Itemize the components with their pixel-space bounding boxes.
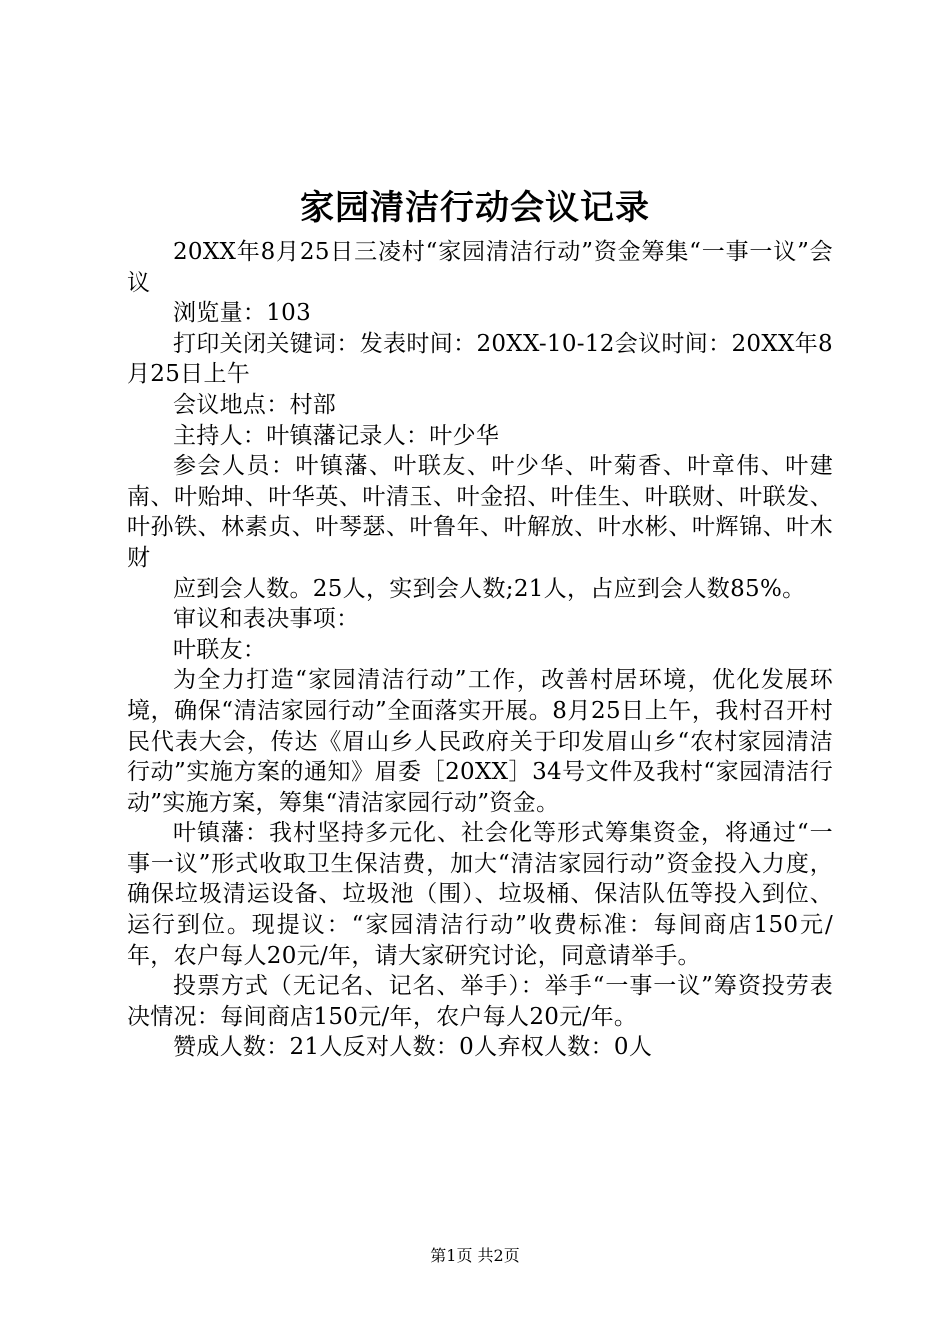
paragraph-meeting-heading: 20XX年8月25日三凌村“家园清洁行动”资金筹集“一事一议”会议 (127, 239, 833, 296)
page-footer: 第1页 共2页 (430, 1246, 520, 1265)
paragraph-view-count: 浏览量：103 (173, 300, 311, 327)
paragraph-location: 会议地点：村部 (173, 391, 337, 418)
paragraph-voting-method: 投票方式（无记名、记名、举手）：举手“一事一议”筹资投劳表决情况：每间商店150元/年，农户每人20元/年。 (127, 973, 833, 1030)
paragraph-attendees: 参会人员：叶镇藩、叶联友、叶少华、叶菊香、叶章伟、叶建南、叶贻坤、叶华英、叶清玉、叶金招、叶佳生、叶联财、叶联发、叶孙铁、林素贞、叶琴瑟、叶鲁年、叶解放、叶水彬、叶辉锦、叶木财 (127, 453, 833, 571)
document-title: 家园清洁行动会议记录 (300, 188, 650, 228)
paragraph-speech-2: 叶镇藩：我村坚持多元化、社会化等形式筹集资金，将通过“一事一议”形式收取卫生保洁费，加大“清洁家园行动”资金投入力度，确保垃圾清运设备、垃圾池（围）、垃圾桶、保洁队伍等投入到位、运行到位。现提议：“家园清洁行动”收费标准：每间商店150元/年，农户每人20元/年，请大家研究讨论，同意请举手。 (127, 820, 833, 969)
paragraph-agenda-heading: 审议和表决事项： (173, 606, 360, 633)
paragraph-attendance: 应到会人数。25人，实到会人数;21人，占应到会人数85%。 (173, 575, 806, 602)
paragraph-vote-result: 赞成人数：21人反对人数：0人弃权人数：0人 (173, 1034, 653, 1061)
document-body (127, 237, 833, 1063)
paragraph-speaker-name: 叶联友： (173, 636, 267, 663)
paragraph-speech-1: 为全力打造“家园清洁行动”工作，改善村居环境，优化发展环境，确保“清洁家园行动”全面落实开展。8月25日上午，我村召开村民代表大会，传达《眉山乡人民政府关于印发眉山乡“农村家园清洁行动”实施方案的通知》眉委［20XX］34号文件及我村“家园清洁行动”实施方案，筹集“清洁家园行动”资金。 (127, 667, 833, 816)
paragraph-meta-info: 打印关闭关键词：发表时间：20XX-10-12会议时间：20XX年8月25日上午 (127, 330, 833, 388)
paragraph-host-recorder: 主持人：叶镇藩记录人：叶少华 (173, 422, 500, 449)
